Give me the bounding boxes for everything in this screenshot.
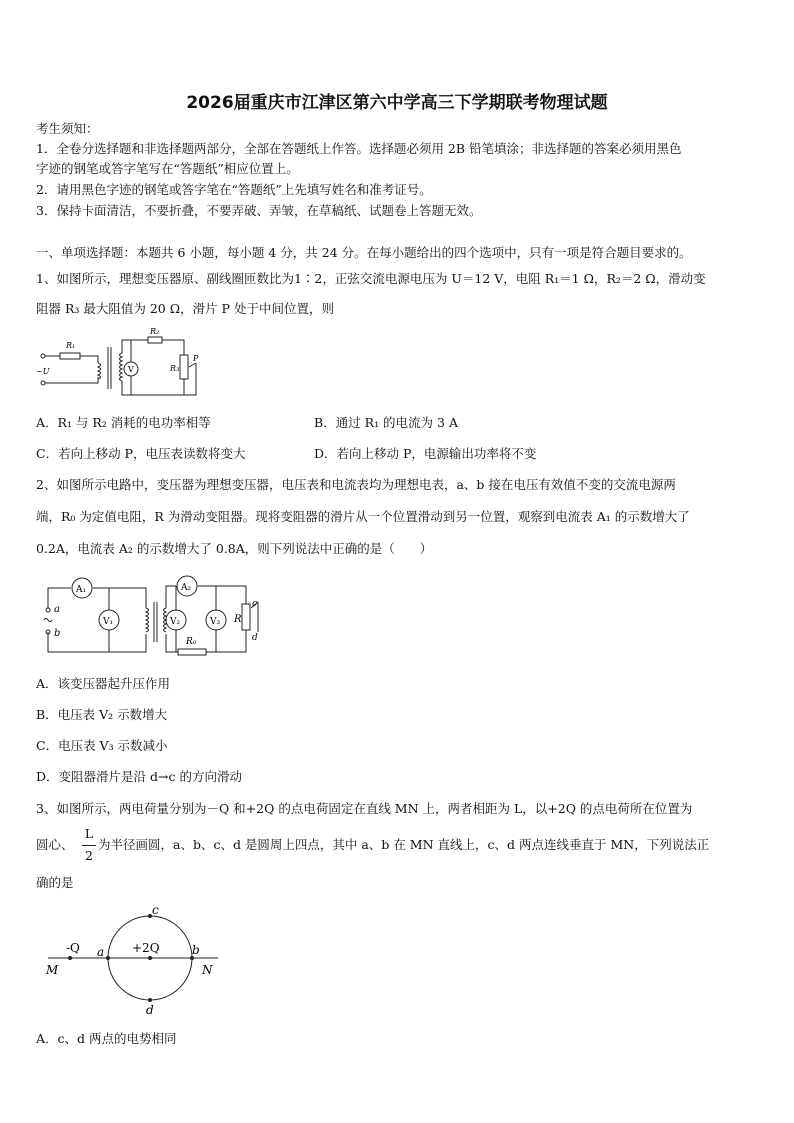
q3-fig-point-d: d (146, 1003, 154, 1017)
q3-fig-point-c: c (152, 903, 159, 917)
q2-fig-r-label: R (234, 614, 242, 625)
q3-fraction-denominator: 2 (85, 848, 93, 863)
q1-stem-line-2: 阻器 R₃ 最大阻值为 20 Ω，滑片 P 处于中间位置，则 (36, 301, 334, 316)
q3-fig-neg-q-label: -Q (66, 941, 80, 955)
notice-line-1a: 1．全卷分选择题和非选择题两部分，全部在答题纸上作答。选择题必须用 2B 铅笔填涂；非选择题的答案必须用黑色 (36, 141, 682, 156)
q3-option-a: A．c、d 两点的电势相同 (36, 1031, 177, 1046)
notice-line-2: 2．请用黑色字迹的钢笔或答字笔在“答题纸”上先填写姓名和准考证号。 (36, 182, 432, 197)
q2-fig-a2-label: A₂ (181, 583, 192, 593)
q2-circuit-figure (36, 572, 266, 662)
q3-fig-m-label: M (46, 963, 59, 977)
q1-option-d: D．若向上移动 P，电源输出功率将不变 (314, 446, 537, 461)
q2-fig-v2-label: V₂ (170, 617, 181, 627)
q3-fraction-numerator: L (84, 826, 94, 841)
q1-fig-r2-label: R₂ (150, 327, 160, 336)
notice-heading: 考生须知： (36, 121, 99, 136)
q3-fig-n-label: N (202, 963, 213, 977)
q1-fig-r1-label: R₁ (66, 341, 76, 350)
q2-fig-d-label: d (252, 633, 258, 643)
q2-stem-line-1: 2、如图所示电路中，变压器为理想变压器，电压表和电流表均为理想电表，a、b 接在电压有效值不变的交流电源两 (36, 477, 676, 492)
q2-option-c: C．电压表 V₃ 示数减小 (36, 738, 168, 753)
section-heading: 一、单项选择题：本题共 6 小题，每小题 4 分，共 24 分。在每小题给出的四个选项中，只有一项是符合题目要求的。 (36, 245, 692, 260)
q1-option-c: C．若向上移动 P，电压表读数将变大 (36, 446, 246, 461)
q2-fig-v1-label: V₁ (103, 617, 114, 627)
q2-stem-line-2: 端，R₀ 为定值电阻，R 为滑动变阻器。现将变阻器的滑片从一个位置滑动到另一位置，观察到电流表 A₁ 的示数增大了 (36, 509, 690, 524)
q1-option-b: B．通过 R₁ 的电流为 3 A (314, 415, 458, 430)
q3-fraction-bar (82, 845, 96, 846)
q1-option-a: A．R₁ 与 R₂ 消耗的电功率相等 (36, 415, 211, 430)
q3-circle-figure (40, 900, 230, 1020)
q3-stem-line-2-start: 圆心、 (36, 837, 74, 852)
q2-fig-v3-label: V₃ (210, 617, 221, 627)
q3-fig-pos-2q-label: +2Q (132, 941, 160, 955)
q2-fig-r0-label: R₀ (186, 637, 197, 647)
q2-option-b: B．电压表 V₂ 示数增大 (36, 707, 168, 722)
q3-fig-point-a: a (97, 945, 105, 959)
q1-fig-voltmeter-label: V (128, 365, 134, 374)
q2-option-d: D．变阻器滑片是沿 d→c 的方向滑动 (36, 769, 242, 784)
q2-fig-a-terminal: a (54, 604, 60, 615)
q1-circuit-figure (36, 325, 226, 405)
q2-fig-b-terminal: b (54, 628, 61, 639)
q2-fig-c-label: c (252, 599, 258, 609)
notice-line-1b: 字迹的钢笔或答字笔写在“答题纸”相应位置上。 (36, 161, 299, 176)
q2-stem-line-3: 0.2A，电流表 A₂ 的示数增大了 0.8A，则下列说法中正确的是（ ） (36, 541, 433, 556)
q2-fig-a1-label: A₁ (76, 585, 87, 595)
q1-fig-u-label: ~U (36, 367, 50, 376)
notice-line-3: 3．保持卡面清洁，不要折叠，不要弄破、弄皱，在草稿纸、试题卷上答题无效。 (36, 203, 482, 218)
q2-option-a: A．该变压器起升压作用 (36, 676, 171, 691)
q3-fig-point-b: b (192, 943, 200, 957)
q1-stem-line-1: 1、如图所示，理想变压器原、副线圈匝数比为1∶2，正弦交流电源电压为 U＝12 V，电阻 R₁＝1 Ω，R₂＝2 Ω，滑动变 (36, 271, 706, 286)
q3-stem-line-2-end: 为半径画圆，a、b、c、d 是圆周上四点，其中 a、b 在 MN 直线上，c、d 两点连线垂直于 MN，下列说法正 (98, 837, 710, 852)
q1-fig-r3-label: R₃ (170, 364, 180, 373)
q1-fig-p-label: P (193, 354, 199, 363)
q3-stem-line-3: 确的是 (36, 875, 74, 890)
page-title: 2026届重庆市江津区第六中学高三下学期联考物理试题 (186, 93, 608, 113)
q3-stem-line-1: 3、如图所示，两电荷量分别为－Q 和+2Q 的点电荷固定在直线 MN 上，两者相距为 L，以+2Q 的点电荷所在位置为 (36, 801, 693, 816)
